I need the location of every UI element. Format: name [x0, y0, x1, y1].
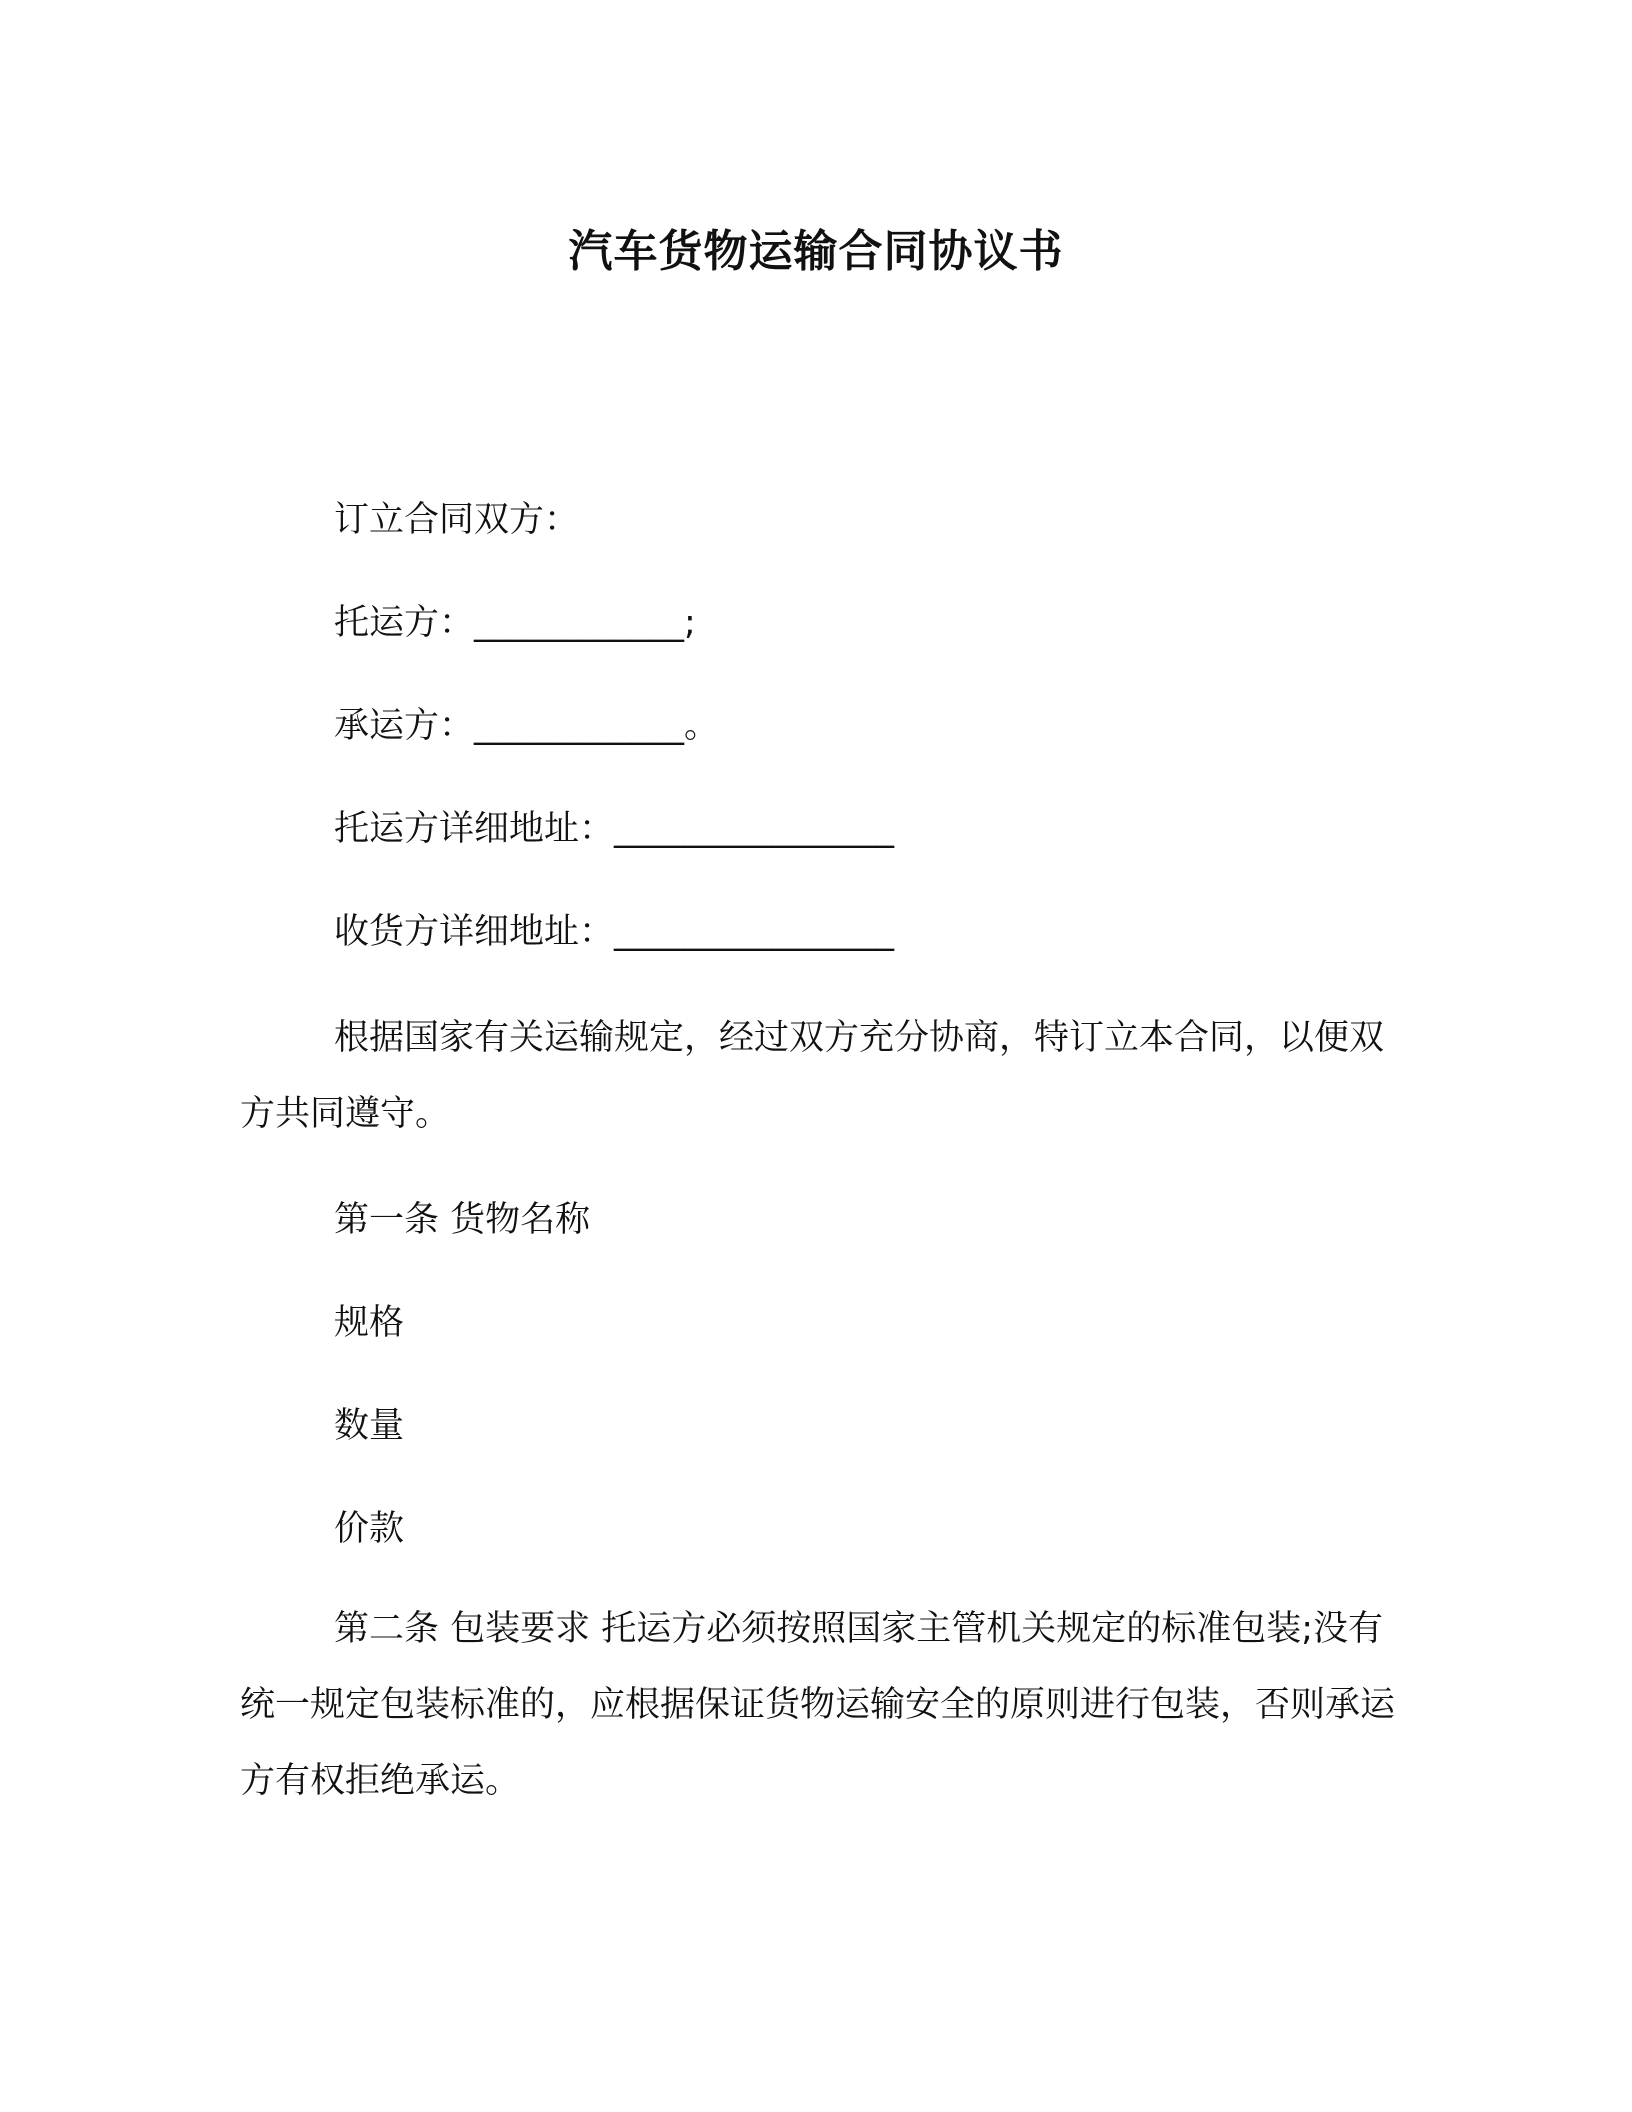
quantity-label: 数量 — [334, 1406, 405, 1446]
parties-heading: 订立合同双方： — [334, 500, 580, 540]
article-2-paragraph: 第二条 包装要求 托运方必须按照国家主管机关规定的标准包装;没有统一规定包装标准的，应根据保证货物运输安全的原则进行包装，否则承运方有权拒绝承运。 — [240, 1609, 1396, 1801]
carrier-line: 承运方：____________。 — [334, 706, 720, 746]
article-1-heading: 第一条 货物名称 — [334, 1200, 591, 1240]
document-title: 汽车货物运输合同协议书 — [568, 226, 1064, 277]
shipper-address-line: 托运方详细地址：________________ — [334, 809, 895, 849]
price-label: 价款 — [334, 1509, 405, 1549]
intro-paragraph: 根据国家有关运输规定，经过双方充分协商，特订立本合同，以便双方共同遵守。 — [240, 1018, 1385, 1134]
shipper-line: 托运方：____________; — [334, 603, 696, 643]
consignee-address-line: 收货方详细地址：________________ — [334, 912, 895, 952]
spec-label: 规格 — [334, 1303, 405, 1343]
